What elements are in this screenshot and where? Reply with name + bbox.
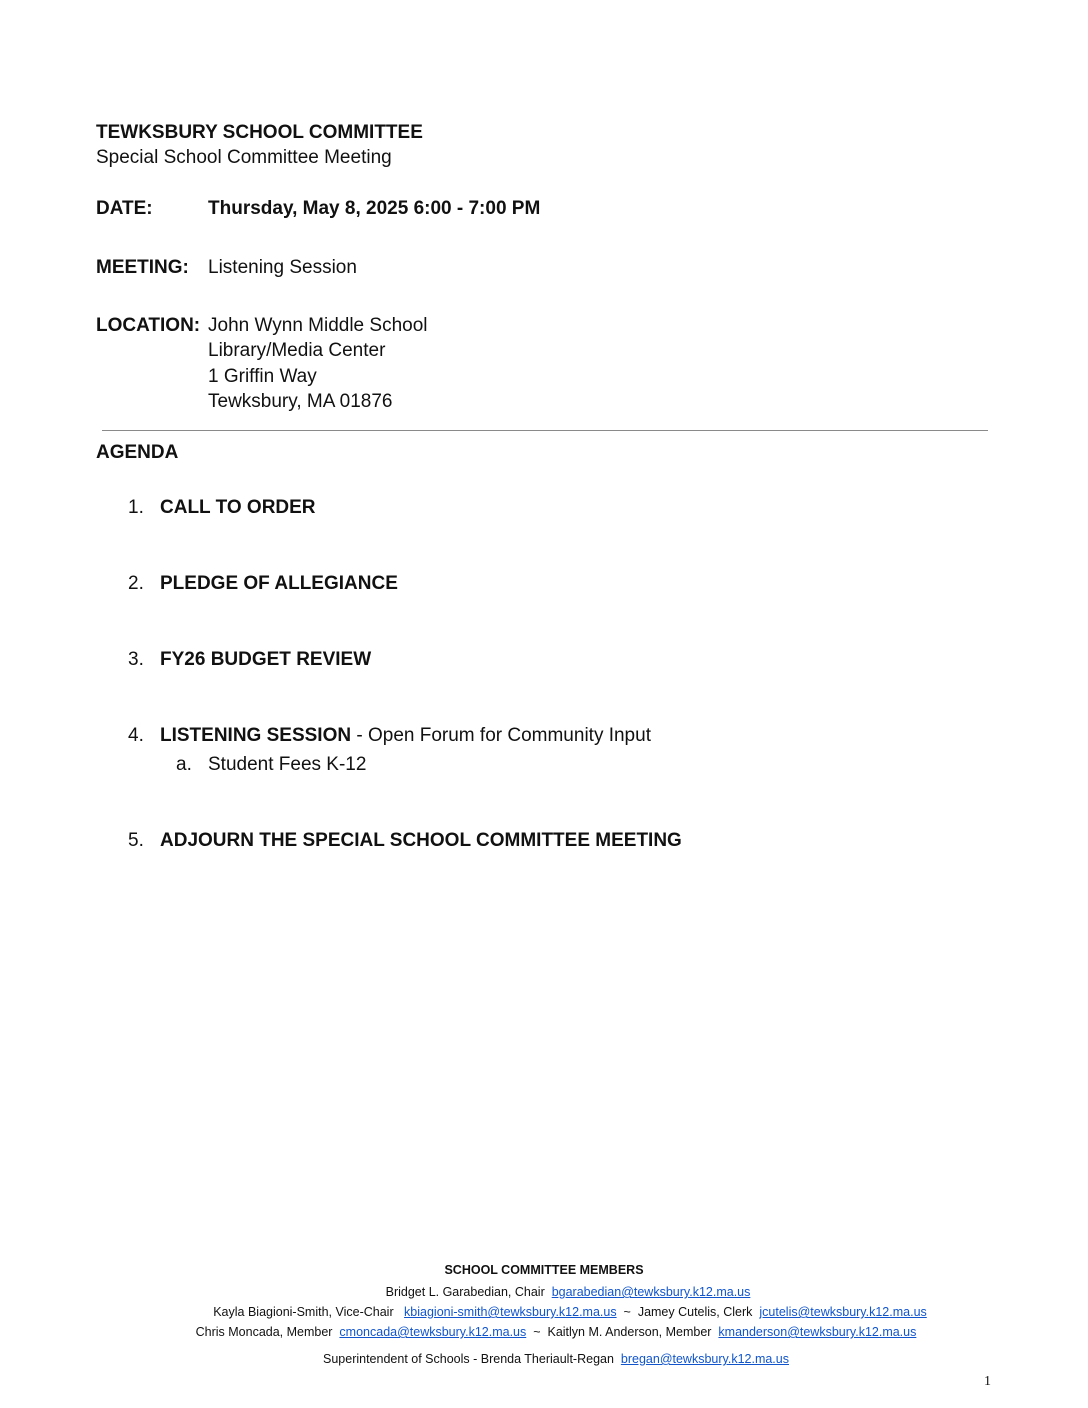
footer-title: SCHOOL COMMITTEE MEMBERS: [444, 1263, 644, 1277]
agenda-item: [128, 495, 316, 520]
separator: ~: [623, 1305, 631, 1319]
footer-officers-line: [26, 1304, 1088, 1320]
agenda-item-number: 2.: [128, 573, 144, 594]
vice-chair-name: Kayla Biagioni-Smith, Vice-Chair: [213, 1305, 394, 1319]
vice-chair-email-link[interactable]: kbiagioni-smith@tewksbury.k12.ma.us: [404, 1305, 617, 1319]
footer-chair-line: [24, 1284, 1088, 1300]
agenda-item-title: LISTENING SESSION: [160, 725, 352, 746]
chair-email-link[interactable]: bgarabedian@tewksbury.k12.ma.us: [551, 1285, 751, 1299]
separator: ~: [533, 1325, 541, 1339]
member-email-link[interactable]: cmoncada@tewksbury.k12.ma.us: [339, 1325, 527, 1339]
agenda-item-number: 4.: [128, 725, 144, 746]
meeting-type: Special School Committee Meeting: [96, 147, 392, 168]
agenda-item-title: PLEDGE OF ALLEGIANCE: [160, 573, 398, 594]
location-line: Library/Media Center: [208, 340, 386, 362]
date-value: Thursday, May 8, 2025 6:00 - 7:00 PM: [208, 198, 541, 219]
superintendent-email-link[interactable]: bregan@tewksbury.k12.ma.us: [620, 1352, 789, 1366]
member-name: Kaitlyn M. Anderson, Member: [547, 1325, 712, 1339]
location-line: Tewksbury, MA 01876: [208, 390, 393, 412]
agenda-item-number: 3.: [128, 649, 144, 670]
meeting-label: MEETING:: [96, 257, 189, 278]
date-label: DATE:: [96, 198, 153, 219]
agenda-item: [128, 723, 651, 748]
section-divider: [102, 430, 988, 431]
chair-name: Bridget L. Garabedian, Chair: [385, 1285, 545, 1299]
organization-title: TEWKSBURY SCHOOL COMMITTEE: [96, 122, 423, 143]
agenda-sub-item: [176, 752, 366, 777]
footer-superintendent-line: [12, 1351, 1088, 1367]
superintendent-name: Superintendent of Schools - Brenda Theriault-Regan: [323, 1352, 614, 1366]
clerk-name: Jamey Cutelis, Clerk: [637, 1305, 753, 1319]
location-address: [208, 313, 428, 414]
agenda-item: [128, 647, 371, 672]
clerk-email-link[interactable]: jcutelis@tewksbury.k12.ma.us: [759, 1305, 927, 1319]
location-label: LOCATION:: [96, 315, 201, 336]
agenda-item-description: - Open Forum for Community Input: [351, 725, 651, 746]
meeting-value: Listening Session: [208, 257, 357, 278]
agenda-item-number: 1.: [128, 497, 144, 518]
location-line: John Wynn Middle School: [208, 315, 428, 336]
page-number: 1: [984, 1374, 991, 1389]
agenda-item: [128, 571, 398, 596]
agenda-item-title: ADJOURN THE SPECIAL SCHOOL COMMITTEE MEETING: [160, 830, 682, 851]
agenda-item-title: FY26 BUDGET REVIEW: [160, 649, 372, 670]
footer-members-line: [12, 1324, 1088, 1340]
agenda-item-number: 5.: [128, 830, 144, 851]
agenda-item-title: CALL TO ORDER: [160, 497, 316, 518]
location-line: 1 Griffin Way: [208, 365, 317, 387]
agenda-item: [128, 828, 682, 853]
agenda-heading: AGENDA: [96, 442, 179, 463]
member-email-link[interactable]: kmanderson@tewksbury.k12.ma.us: [718, 1325, 917, 1339]
agenda-sub-item-letter: a.: [176, 754, 192, 775]
member-name: Chris Moncada, Member: [195, 1325, 333, 1339]
agenda-sub-item-text: Student Fees K-12: [208, 754, 367, 775]
